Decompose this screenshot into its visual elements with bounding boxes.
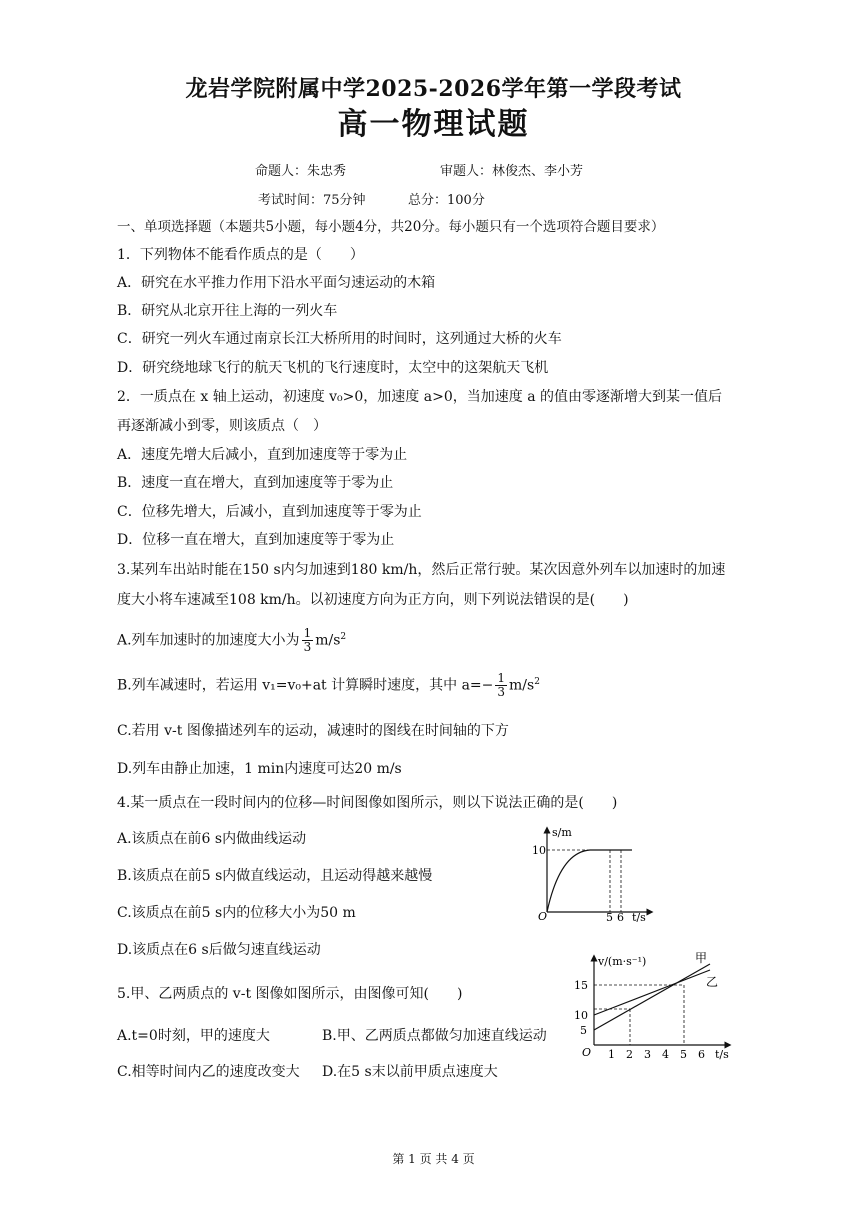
question-5-option-c: C.相等时间内乙的速度改变大	[117, 1064, 300, 1080]
y-tick-5: 5	[580, 1024, 587, 1037]
time-label: 考试时间：75分钟	[258, 193, 366, 208]
exam-title: 龙岩学院附属中学2025-2026学年第一学段考试	[185, 76, 682, 102]
question-2-stem-line2: 再逐渐减小到零，则该质点（ ）	[117, 418, 327, 434]
fraction-one-third: $\frac{1}{3}$	[303, 626, 312, 655]
question-2-option-a: A．速度先增大后减小，直到加速度等于零为止	[117, 447, 408, 463]
question-3-option-a: A.列车加速时的加速度大小为 $\frac{1}{3}$ $m/s^2$	[117, 626, 347, 655]
reviewer-label: 审题人：林俊杰、李小芳	[440, 164, 584, 179]
fraction-one-third: $\frac{1}{3}$	[497, 671, 506, 700]
option-a-unit: m/s	[315, 632, 341, 649]
x-tick-6: 6	[698, 1048, 705, 1061]
question-3-option-b: B.列车减速时，若运用 v₁=v₀+at 计算瞬时速度，其中 a=− $\frac{1}{3}$ $m/s^2$	[117, 671, 540, 700]
question-2-option-c: C．位移先增大，后减小，直到加速度等于零为止	[117, 504, 422, 520]
y-tick-10: 10	[532, 844, 546, 857]
x-tick-3: 3	[644, 1048, 651, 1061]
question-5-vt-graph	[570, 950, 745, 1065]
author-label: 命题人：朱忠秀	[255, 164, 347, 179]
question-2-stem-line1: 2．一质点在 x 轴上运动，初速度 v₀>0，加速度 a>0，当加速度 a 的值由零逐渐增大到某一值后	[117, 389, 722, 405]
section-heading: 一、单项选择题（本题共5小题，每小题4分，共20分。每小题只有一个选项符合题目要求）	[117, 219, 665, 235]
line-jia	[594, 964, 710, 1030]
question-1-option-d: D．研究绕地球飞行的航天飞机的飞行速度时，太空中的这架航天飞机	[117, 360, 549, 376]
y-tick-15: 15	[574, 979, 588, 992]
option-b-text: B.列车减速时，若运用 v₁=v₀+at 计算瞬时速度，其中 a=−	[117, 677, 494, 694]
question-4-option-c: C.该质点在前5 s内的位移大小为50 m	[117, 905, 356, 921]
question-3-option-d: D.列车由静止加速，1 min内速度可达20 m/s	[117, 761, 402, 777]
x-tick-2: 2	[626, 1048, 633, 1061]
origin-label: O	[582, 1046, 592, 1059]
question-5-option-d: D.在5 s末以前甲质点速度大	[322, 1064, 498, 1080]
question-3-stem-line1: 3.某列车出站时能在150 s内匀加速到180 km/h，然后正常行驶。某次因意外列车以加速时的加速	[117, 562, 726, 578]
y-tick-10: 10	[574, 1009, 588, 1022]
question-1-stem: 1．下列物体不能看作质点的是（ ）	[117, 247, 364, 263]
x-axis-label: t/s	[632, 911, 646, 922]
y-axis-label: v/(m·s⁻¹)	[598, 955, 647, 968]
x-tick-5: 5	[606, 911, 613, 922]
subject-title: 高一物理试题	[337, 107, 530, 142]
question-4-st-graph	[520, 822, 660, 922]
x-tick-6: 6	[617, 911, 624, 922]
label-jia: 甲	[695, 951, 708, 965]
question-3-stem-line2: 度大小将车速减至108 km/h。以初速度方向为正方向，则下列说法错误的是( )	[117, 592, 629, 608]
x-axis-label: t/s	[715, 1048, 729, 1061]
page-number: 第 1 页 共 4 页	[392, 1152, 475, 1166]
label-yi: 乙	[706, 975, 719, 989]
question-5-option-a: A.t=0时刻，甲的速度大	[117, 1028, 270, 1044]
x-tick-5: 5	[680, 1048, 687, 1061]
question-4-option-d: D.该质点在6 s后做匀速直线运动	[117, 942, 321, 958]
question-3-option-c: C.若用 v-t 图像描述列车的运动，减速时的图线在时间轴的下方	[117, 723, 509, 739]
question-4-option-b: B.该质点在前5 s内做直线运动，且运动得越来越慢	[117, 868, 433, 884]
option-a-text: A.列车加速时的加速度大小为	[117, 632, 300, 649]
origin-label: O	[538, 910, 548, 922]
question-4-stem: 4.某一质点在一段时间内的位移—时间图像如图所示，则以下说法正确的是( )	[117, 795, 618, 811]
question-4-option-a: A.该质点在前6 s内做曲线运动	[117, 831, 307, 847]
y-axis-label: s/m	[552, 826, 572, 839]
line-yi	[594, 970, 710, 1015]
question-2-option-b: B．速度一直在增大，直到加速度等于零为止	[117, 475, 394, 491]
question-1-option-b: B．研究从北京开往上海的一列火车	[117, 303, 338, 319]
question-5-option-b: B.甲、乙两质点都做匀加速直线运动	[322, 1028, 547, 1044]
x-tick-4: 4	[662, 1048, 669, 1061]
question-1-option-a: A．研究在水平推力作用下沿水平面匀速运动的木箱	[117, 275, 436, 291]
score-label: 总分：100分	[408, 193, 485, 208]
question-2-option-d: D．位移一直在增大，直到加速度等于零为止	[117, 532, 395, 548]
x-tick-1: 1	[608, 1048, 615, 1061]
option-b-unit: m/s	[509, 677, 535, 694]
question-5-stem: 5.甲、乙两质点的 v-t 图像如图所示，由图像可知( )	[117, 986, 463, 1002]
displacement-curve	[547, 850, 632, 912]
question-1-option-c: C．研究一列火车通过南京长江大桥所用的时间时，这列通过大桥的火车	[117, 331, 562, 347]
